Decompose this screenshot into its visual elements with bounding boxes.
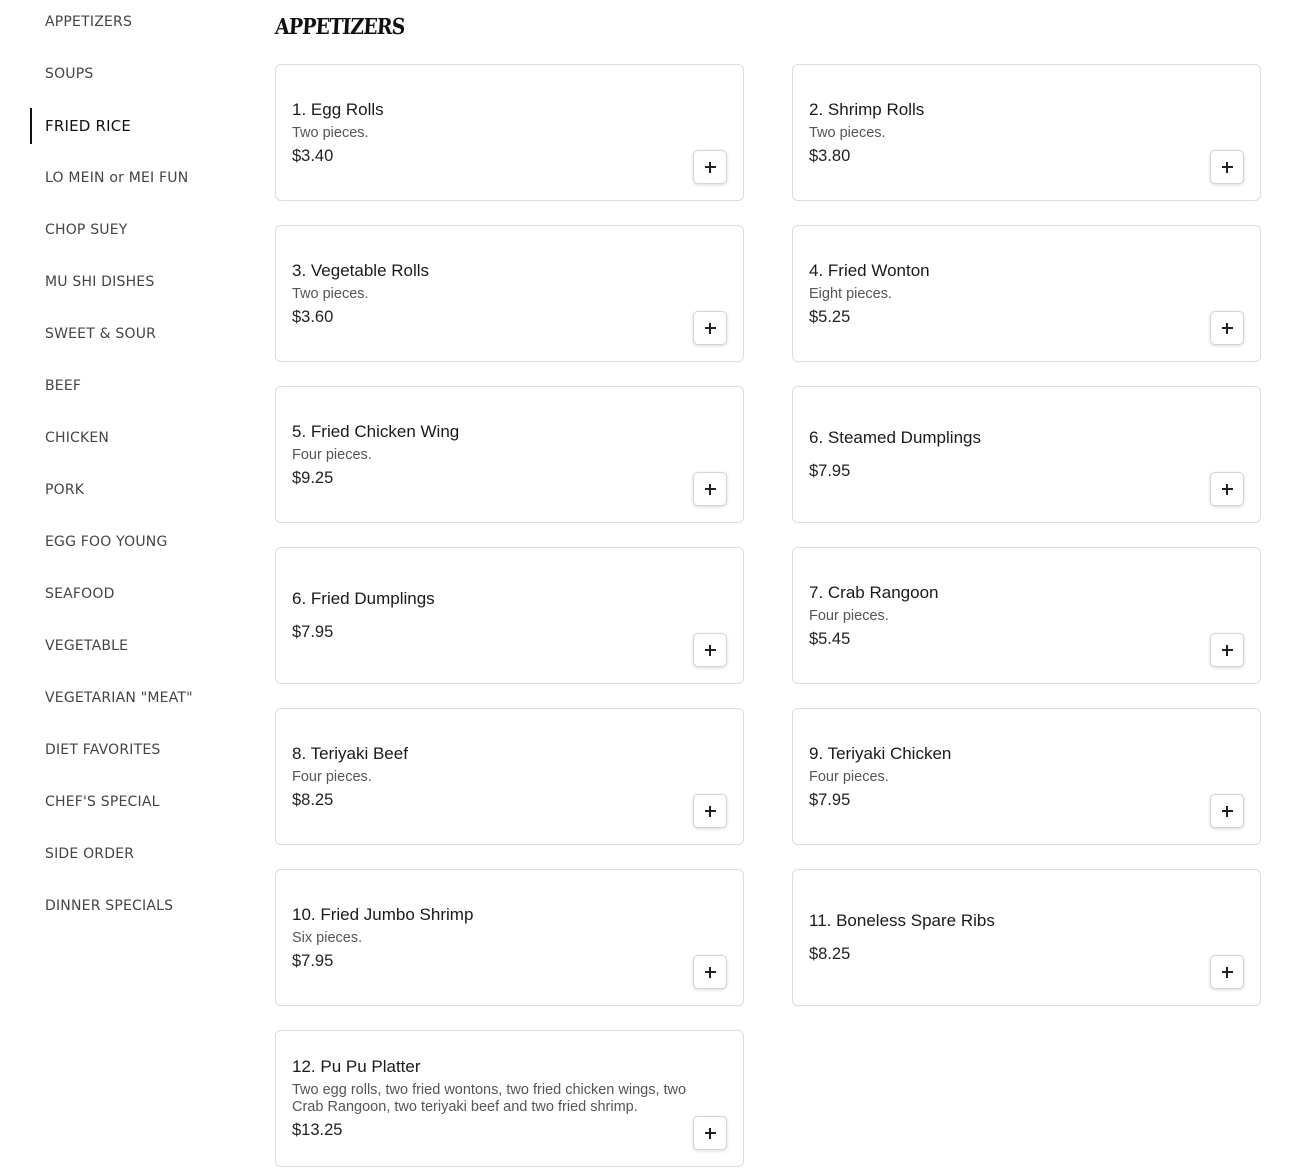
plus-icon — [1222, 967, 1233, 978]
menu-item-name: 10. Fried Jumbo Shrimp — [292, 904, 474, 924]
menu-item-price: $7.95 — [292, 951, 334, 970]
menu-item-name: 6. Fried Dumplings — [292, 589, 435, 608]
menu-item-price: $3.60 — [292, 307, 334, 326]
menu-item-info — [292, 870, 673, 1005]
menu-item-name: 1. Egg Rolls — [292, 99, 384, 119]
menu-item-info — [809, 65, 1190, 200]
menu-item-price: $3.40 — [292, 146, 334, 165]
sidebar-item-chefs-special[interactable]: CHEF'S SPECIAL — [45, 794, 160, 810]
sidebar-item-seafood[interactable]: SEAFOOD — [45, 586, 115, 602]
menu-item-card[interactable] — [275, 386, 744, 523]
menu-item-description: Four pieces. — [292, 768, 372, 785]
menu-item-info — [292, 226, 673, 361]
menu-item-name: 3. Vegetable Rolls — [292, 260, 430, 280]
add-item-button[interactable] — [693, 1116, 727, 1150]
menu-item-card[interactable] — [275, 225, 744, 362]
menu-item-name: 4. Fried Wonton — [809, 260, 930, 280]
sidebar-item-mu-shi-dishes[interactable]: MU SHI DISHES — [45, 274, 155, 290]
sidebar-item-vegetable[interactable]: VEGETABLE — [45, 638, 129, 654]
menu-item-price: $9.25 — [292, 468, 334, 487]
plus-icon — [705, 162, 716, 173]
plus-icon — [1222, 484, 1233, 495]
sidebar-item-appetizers[interactable]: APPETIZERS — [45, 14, 133, 30]
menu-item-price: $13.25 — [292, 1121, 343, 1139]
menu-item-card[interactable] — [792, 64, 1261, 201]
menu-item-card[interactable] — [275, 547, 744, 684]
menu-item-info — [809, 387, 1190, 522]
menu-item-price: $5.45 — [809, 629, 851, 648]
plus-icon — [705, 806, 716, 817]
add-item-button[interactable] — [1210, 472, 1244, 506]
menu-item-name: 7. Crab Rangoon — [809, 582, 939, 602]
sidebar-item-sweet-and-sour[interactable]: SWEET & SOUR — [45, 326, 157, 342]
sidebar-item-pork[interactable]: PORK — [45, 482, 85, 498]
menu-item-info — [809, 709, 1190, 844]
sidebar-item-diet-favorites[interactable]: DIET FAVORITES — [45, 742, 161, 758]
add-item-button[interactable] — [1210, 150, 1244, 184]
menu-item-price: $5.25 — [809, 307, 851, 326]
menu-item-name: 12. Pu Pu Platter — [292, 1057, 421, 1076]
menu-item-info — [809, 226, 1190, 361]
menu-item-info — [809, 870, 1190, 1005]
sidebar-item-chop-suey[interactable]: CHOP SUEY — [45, 222, 128, 238]
menu-item-info — [809, 548, 1190, 683]
menu-item-description: Two pieces. — [292, 124, 369, 141]
menu-item-price: $7.95 — [809, 790, 851, 809]
menu-item-price: $7.95 — [809, 462, 851, 480]
menu-item-card[interactable] — [792, 708, 1261, 845]
menu-item-info — [292, 387, 673, 522]
menu-item-card[interactable] — [792, 225, 1261, 362]
menu-item-price: $3.80 — [809, 146, 851, 165]
sidebar-item-soups[interactable]: SOUPS — [45, 66, 94, 82]
plus-icon — [1222, 806, 1233, 817]
add-item-button[interactable] — [693, 472, 727, 506]
add-item-button[interactable] — [1210, 311, 1244, 345]
menu-item-description: Two pieces. — [809, 124, 886, 141]
sidebar-item-vegetarian-meat[interactable]: VEGETARIAN "MEAT" — [45, 690, 193, 706]
menu-item-name: 9. Teriyaki Chicken — [809, 743, 952, 763]
menu-item-name: 6. Steamed Dumplings — [809, 428, 981, 447]
menu-item-card[interactable] — [792, 547, 1261, 684]
menu-item-description: Two egg rolls, two fried wontons, two fried chicken wings, two Crab Rangoon, two teriyaki beef and two fried shrimp. — [292, 1082, 687, 1115]
menu-item-price: $8.25 — [809, 945, 851, 963]
add-item-button[interactable] — [1210, 955, 1244, 989]
menu-item-name: 2. Shrimp Rolls — [809, 99, 925, 119]
plus-icon — [705, 967, 716, 978]
menu-item-info — [292, 65, 673, 200]
menu-item-description: Four pieces. — [809, 607, 889, 624]
menu-item-price: $7.95 — [292, 623, 334, 641]
plus-icon — [705, 645, 716, 656]
menu-item-card[interactable] — [275, 708, 744, 845]
plus-icon — [1222, 162, 1233, 173]
menu-item-info — [292, 1031, 703, 1166]
sidebar-item-side-order[interactable]: SIDE ORDER — [45, 846, 135, 862]
menu-item-description: Four pieces. — [809, 768, 889, 785]
plus-icon — [705, 484, 716, 495]
add-item-button[interactable] — [1210, 794, 1244, 828]
menu-item-card[interactable] — [792, 869, 1261, 1006]
add-item-button[interactable] — [693, 955, 727, 989]
sidebar-item-chicken[interactable]: CHICKEN — [45, 430, 110, 446]
plus-icon — [1222, 645, 1233, 656]
menu-item-info — [292, 709, 673, 844]
menu-item-info — [292, 548, 673, 683]
plus-icon — [1222, 323, 1233, 334]
menu-item-description: Two pieces. — [292, 285, 369, 302]
plus-icon — [705, 1128, 716, 1139]
menu-item-card[interactable] — [275, 1030, 744, 1167]
menu-item-description: Eight pieces. — [809, 285, 893, 302]
sidebar-item-fried-rice[interactable]: FRIED RICE — [30, 108, 240, 144]
menu-item-description: Six pieces. — [292, 929, 363, 946]
sidebar-item-lo-mein-or-mei-fun[interactable]: LO MEIN or MEI FUN — [45, 170, 189, 186]
menu-item-card[interactable] — [275, 64, 744, 201]
plus-icon — [705, 323, 716, 334]
menu-item-name: 5. Fried Chicken Wing — [292, 421, 460, 441]
menu-item-name: 11. Boneless Spare Ribs — [809, 911, 995, 930]
section-title: APPETIZERS — [274, 14, 406, 40]
add-item-button[interactable] — [693, 794, 727, 828]
menu-item-name: 8. Teriyaki Beef — [292, 743, 408, 763]
add-item-button[interactable] — [1210, 633, 1244, 667]
menu-item-card[interactable] — [275, 869, 744, 1006]
sidebar-item-dinner-specials[interactable]: DINNER SPECIALS — [45, 898, 174, 914]
sidebar-item-egg-foo-young[interactable]: EGG FOO YOUNG — [45, 534, 168, 550]
menu-item-description: Four pieces. — [292, 446, 372, 463]
sidebar-item-beef[interactable]: BEEF — [45, 378, 82, 394]
menu-item-price: $8.25 — [292, 790, 334, 809]
add-item-button[interactable] — [693, 150, 727, 184]
add-item-button[interactable] — [693, 633, 727, 667]
add-item-button[interactable] — [693, 311, 727, 345]
menu-item-card[interactable] — [792, 386, 1261, 523]
